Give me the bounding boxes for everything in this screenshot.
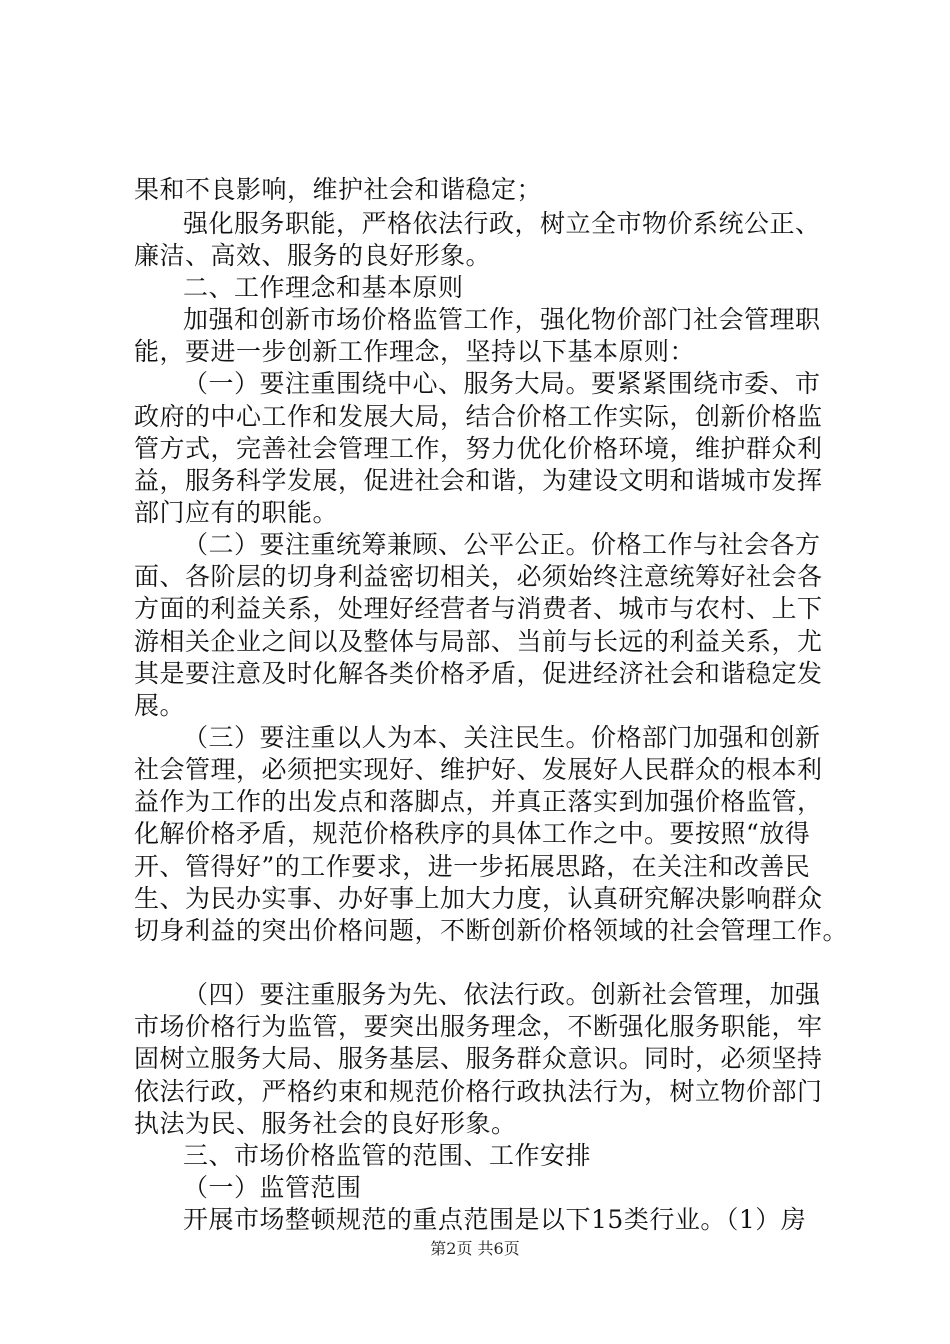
text-line: 部门应有的职能。 xyxy=(134,498,339,527)
text-line: （四）要注重服务为先、依法行政。创新社会管理，加强 xyxy=(183,980,821,1009)
text-line: 能，要进一步创新工作理念，坚持以下基本原则： xyxy=(134,337,696,366)
text-line: （一）要注重围绕中心、服务大局。要紧紧围绕市委、市 xyxy=(183,369,821,398)
text-line: 益作为工作的出发点和落脚点，并真正落实到加强价格监管， xyxy=(134,787,823,816)
page-number-footer: 第2页 共6页 xyxy=(430,1239,520,1258)
text-line: 游相关企业之间以及整体与局部、当前与长远的利益关系，尤 xyxy=(134,627,823,656)
text-line: 政府的中心工作和发展大局，结合价格工作实际，创新价格监 xyxy=(134,402,823,431)
text-line: （二）要注重统筹兼顾、公平公正。价格工作与社会各方 xyxy=(183,530,821,559)
text-line: （三）要注重以人为本、关注民生。价格部门加强和创新 xyxy=(183,723,821,752)
text-line: 开展市场整顿规范的重点范围是以下15类行业。（1）房 xyxy=(183,1205,807,1234)
text-line: 切身利益的突出价格问题，不断创新价格领域的社会管理工作。 xyxy=(134,916,849,945)
text-line: 化解价格矛盾，规范价格秩序的具体工作之中。要按照“放得 xyxy=(134,819,811,848)
text-line: 开、管得好”的工作要求，进一步拓展思路，在关注和改善民 xyxy=(134,852,811,881)
section-heading: 二、工作理念和基本原则 xyxy=(183,273,464,302)
text-line: 市场价格行为监管，要突出服务理念，不断强化服务职能，牢 xyxy=(134,1012,823,1041)
subsection-heading: （一）监管范围 xyxy=(183,1173,362,1202)
text-line: 其是要注意及时化解各类价格矛盾，促进经济社会和谐稳定发 xyxy=(134,659,823,688)
text-line: 面、各阶层的切身利益密切相关，必须始终注意统筹好社会各 xyxy=(134,562,823,591)
text-line: 固树立服务大局、服务基层、服务群众意识。同时，必须坚持 xyxy=(134,1044,823,1073)
text-line: 展。 xyxy=(134,691,186,720)
section-heading: 三、市场价格监管的范围、工作安排 xyxy=(183,1141,592,1170)
text-line: 方面的利益关系，处理好经营者与消费者、城市与农村、上下 xyxy=(134,594,823,623)
text-line: 社会管理，必须把实现好、维护好、发展好人民群众的根本利 xyxy=(134,755,823,784)
text-line: 执法为民、服务社会的良好形象。 xyxy=(134,1109,517,1138)
text-line: 强化服务职能，严格依法行政，树立全市物价系统公正、 xyxy=(183,209,821,238)
text-line: 果和不良影响，维护社会和谐稳定； xyxy=(134,175,543,204)
text-line: 管方式，完善社会管理工作，努力优化价格环境，维护群众利 xyxy=(134,434,823,463)
text-line: 加强和创新市场价格监管工作，强化物价部门社会管理职 xyxy=(183,305,821,334)
text-line: 益，服务科学发展，促进社会和谐，为建设文明和谐城市发挥 xyxy=(134,466,823,495)
text-line: 生、为民办实事、办好事上加大力度，认真研究解决影响群众 xyxy=(134,884,823,913)
text-line: 依法行政，严格约束和规范价格行政执法行为，树立物价部门 xyxy=(134,1077,823,1106)
text-line: 廉洁、高效、服务的良好形象。 xyxy=(134,241,492,270)
